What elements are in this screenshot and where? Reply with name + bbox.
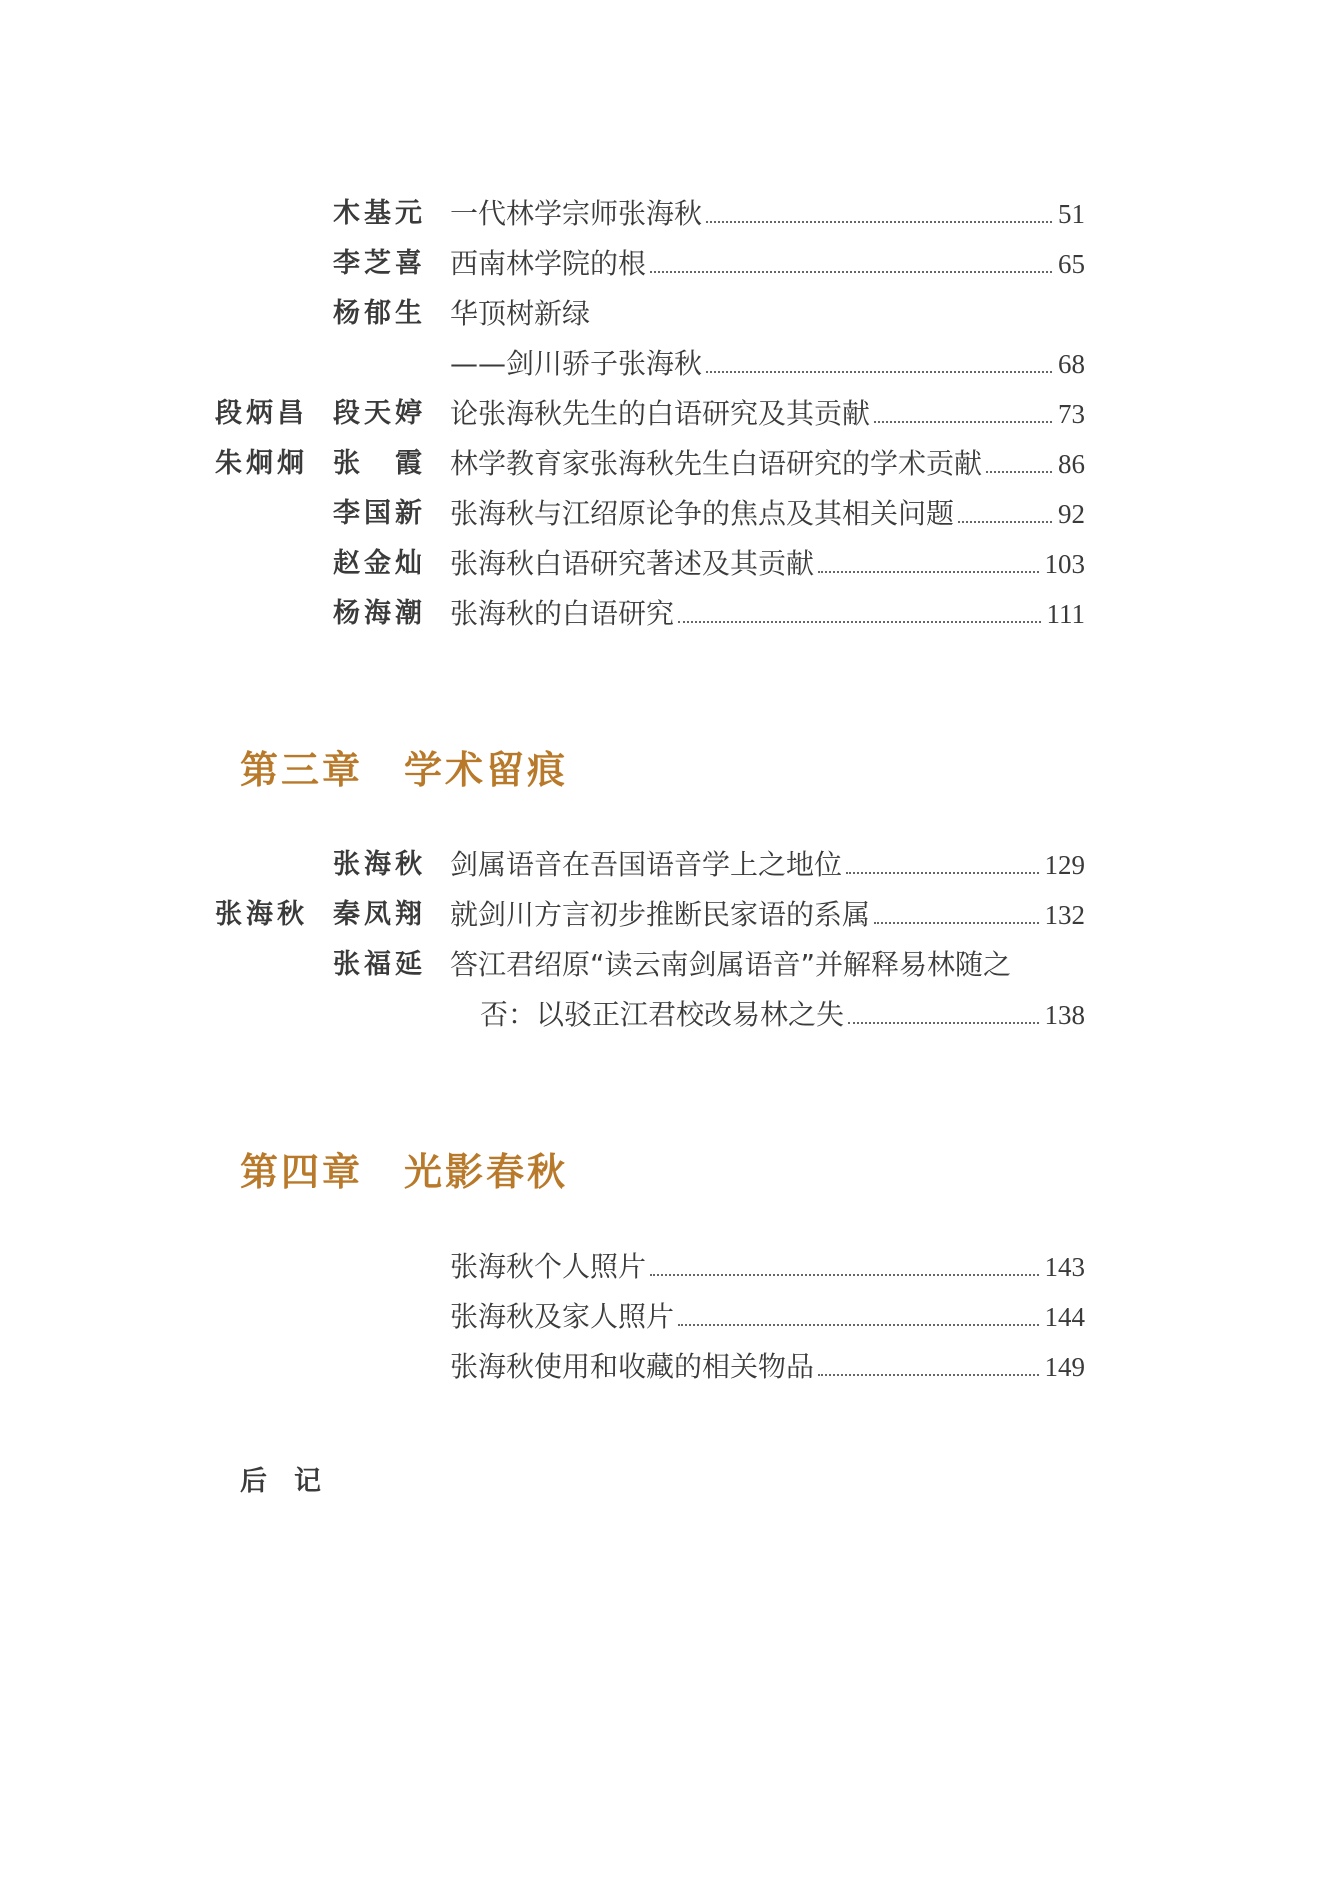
dot-leader	[874, 420, 1052, 423]
author-name: 张海秋	[215, 899, 308, 930]
author-name: 杨郁生	[333, 298, 426, 329]
entry-title: 就剑川方言初步推断民家语的系属	[450, 898, 871, 931]
author-name: 李国新	[333, 498, 426, 529]
dot-leader	[818, 570, 1038, 573]
author-name: 张福延	[333, 949, 426, 980]
toc-entry[interactable]	[0, 394, 1339, 434]
dot-leader	[848, 1021, 1038, 1024]
author-name: 木基元	[333, 198, 426, 229]
entry-title: 一代林学宗师张海秋	[450, 197, 703, 230]
page-number: 138	[1044, 1000, 1085, 1030]
toc-entry[interactable]	[0, 494, 1339, 534]
dot-leader	[818, 1373, 1038, 1376]
toc-entry[interactable]	[0, 895, 1339, 935]
author-name: 段天婷	[333, 398, 426, 429]
entry-title-continued: 否：以驳正江君校改易林之失	[480, 998, 845, 1031]
author-name: 赵金灿	[333, 548, 426, 579]
entry-title: 张海秋使用和收藏的相关物品	[450, 1350, 815, 1383]
entry-title: 张海秋及家人照片	[450, 1300, 675, 1333]
author-name: 张海秋	[333, 849, 426, 880]
toc-entry[interactable]	[0, 1247, 1339, 1287]
dot-leader	[678, 620, 1040, 623]
page-number: 111	[1046, 599, 1085, 629]
page-number: 92	[1058, 499, 1085, 529]
page-number: 103	[1044, 549, 1085, 579]
author-name: 秦凤翔	[333, 899, 426, 930]
author-name: 张 霞	[333, 448, 426, 479]
entry-title: 张海秋个人照片	[450, 1250, 647, 1283]
page-number: 132	[1044, 900, 1085, 930]
entry-title: 华顶树新绿	[450, 297, 591, 330]
author-name: 段炳昌	[215, 398, 308, 429]
page-number: 143	[1044, 1252, 1085, 1282]
page-number: 68	[1058, 349, 1085, 379]
page-number: 86	[1058, 449, 1085, 479]
toc-entry[interactable]	[0, 544, 1339, 584]
dot-leader	[650, 270, 1052, 273]
page-number: 149	[1044, 1352, 1085, 1382]
toc-entry[interactable]	[0, 945, 1339, 985]
entry-title: 林学教育家张海秋先生白语研究的学术贡献	[450, 447, 983, 480]
dot-leader	[650, 1273, 1038, 1276]
chapter-heading[interactable]: 第四章 光影春秋	[240, 1149, 569, 1194]
toc-entry[interactable]	[0, 194, 1339, 234]
toc-entry[interactable]	[0, 344, 1339, 384]
dot-leader	[678, 1323, 1038, 1326]
dot-leader	[846, 871, 1038, 874]
page-number: 51	[1058, 199, 1085, 229]
afterword-entry[interactable]: 后 记	[240, 1466, 321, 1497]
dot-leader	[706, 220, 1052, 223]
entry-title: 答江君绍原“读云南剑属语音”并解释易林随之	[450, 948, 1012, 981]
toc-entry[interactable]	[0, 1297, 1339, 1337]
entry-title: 张海秋与江绍原论争的焦点及其相关问题	[450, 497, 955, 530]
author-name: 朱炯炯	[215, 448, 308, 479]
dot-leader	[706, 370, 1052, 373]
toc-entry[interactable]	[0, 845, 1339, 885]
toc-entry[interactable]	[0, 995, 1339, 1035]
page-number: 129	[1044, 850, 1085, 880]
dot-leader	[874, 921, 1038, 924]
entry-title: 张海秋的白语研究	[450, 597, 675, 630]
toc-entry[interactable]	[0, 444, 1339, 484]
author-name: 杨海潮	[333, 598, 426, 629]
toc-entry[interactable]	[0, 594, 1339, 634]
entry-subtitle: ——剑川骄子张海秋	[450, 347, 703, 380]
page-number: 144	[1044, 1302, 1085, 1332]
entry-title: 论张海秋先生的白语研究及其贡献	[450, 397, 871, 430]
toc-entry[interactable]	[0, 244, 1339, 284]
toc-entry[interactable]	[0, 294, 1339, 334]
dot-leader	[986, 470, 1052, 473]
author-name: 李芝喜	[333, 248, 426, 279]
toc-entry[interactable]	[0, 1347, 1339, 1387]
page-number: 73	[1058, 399, 1085, 429]
chapter-heading[interactable]: 第三章 学术留痕	[240, 747, 569, 792]
dot-leader	[958, 520, 1052, 523]
entry-title: 西南林学院的根	[450, 247, 647, 280]
page-number: 65	[1058, 249, 1085, 279]
entry-title: 剑属语音在吾国语音学上之地位	[450, 848, 843, 881]
entry-title: 张海秋白语研究著述及其贡献	[450, 547, 815, 580]
